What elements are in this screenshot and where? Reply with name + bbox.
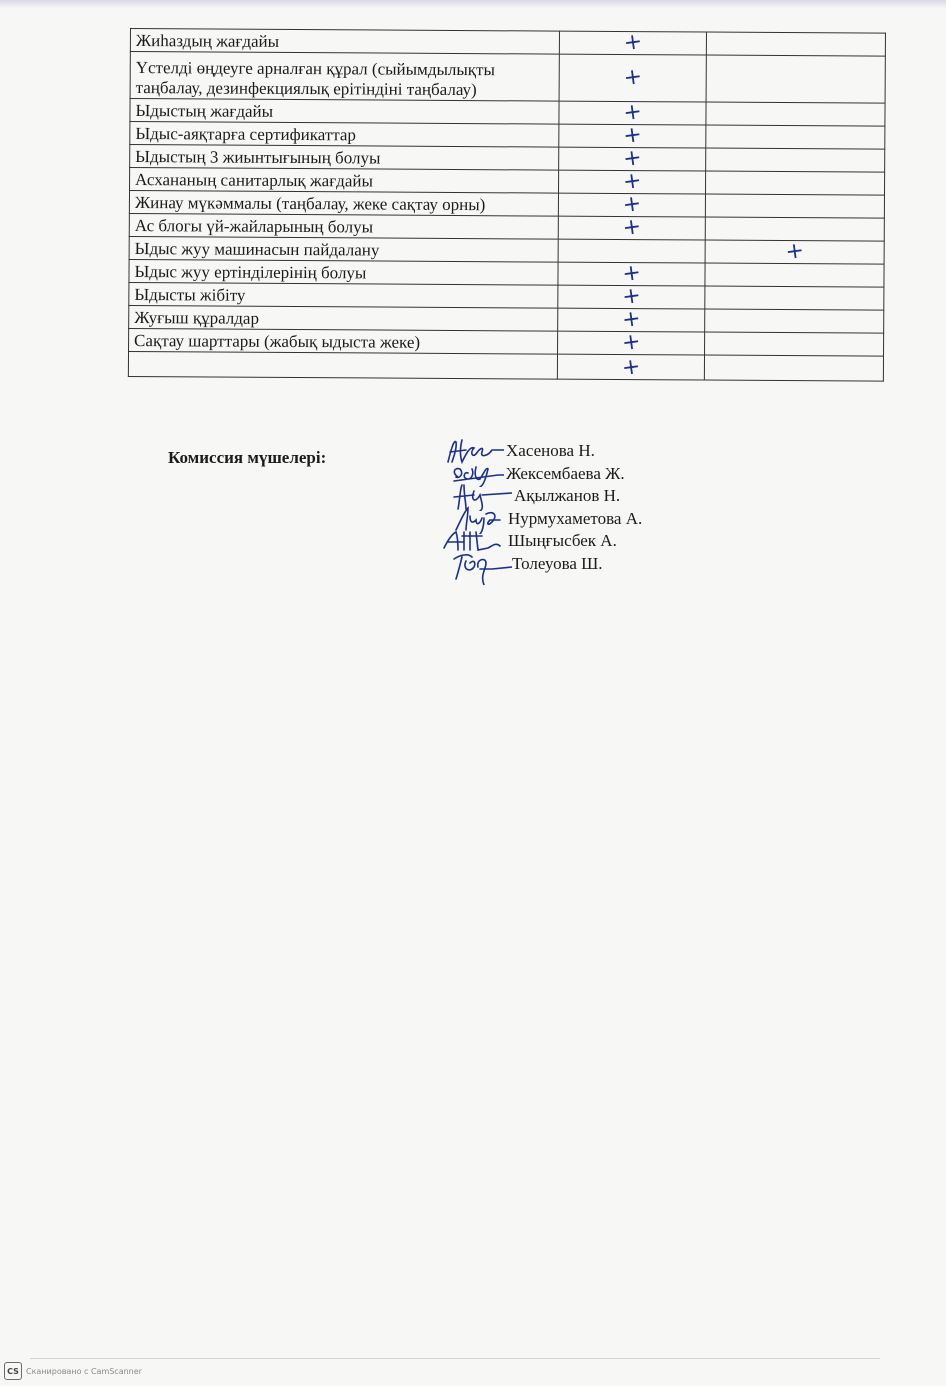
- no-cell: [705, 171, 884, 195]
- handwritten-plus-mark: +: [621, 98, 644, 127]
- handwritten-plus-mark: +: [620, 282, 643, 311]
- no-cell: [706, 125, 885, 149]
- criterion-cell: Жинау мүкәммалы (таңбалау, жеке сақтау орны): [129, 191, 558, 217]
- yes-cell: [558, 328, 705, 357]
- signature-icon: [440, 549, 512, 585]
- criterion-cell: Үстелді өңдеуге арналған құрал (сыйымдылықты таңбалау, дезинфекциялық ерітіндіні таңбалау): [130, 52, 559, 102]
- commission-members-label: Комиссия мүшелері:: [168, 448, 327, 467]
- no-cell: [704, 355, 883, 381]
- criterion-cell: Жиһаздың жағдайы: [130, 29, 559, 55]
- table-row: [130, 52, 885, 104]
- handwritten-plus-mark: +: [620, 328, 642, 357]
- commission-members-list: [440, 440, 740, 575]
- handwritten-plus-mark: +: [783, 237, 806, 266]
- page-bottom-edge: [30, 1358, 880, 1359]
- member-name: Нурмухаметова А.: [508, 508, 643, 528]
- no-cell: [705, 286, 884, 310]
- yes-cell: [559, 121, 706, 150]
- handwritten-plus-mark: +: [620, 305, 642, 334]
- yes-cell: [558, 213, 705, 242]
- criterion-cell: Асхананың санитарлық жағдайы: [130, 168, 559, 194]
- criterion-cell: Ас блогы үй-жайларының болуы: [129, 213, 558, 239]
- member-entry: [440, 553, 740, 576]
- no-cell: [706, 102, 885, 126]
- yes-cell: [558, 167, 705, 196]
- criterion-cell: Ыдыстың жағдайы: [130, 99, 559, 125]
- no-cell: [705, 194, 884, 218]
- no-cell: [705, 263, 884, 287]
- no-cell: [705, 332, 884, 356]
- handwritten-plus-mark: +: [620, 259, 643, 288]
- member-name: Шыңғысбек А.: [508, 531, 617, 550]
- handwritten-plus-mark: +: [620, 353, 642, 382]
- scan-top-edge: [0, 0, 946, 8]
- member-name: Толеуова Ш.: [512, 553, 603, 573]
- yes-cell: [558, 282, 705, 311]
- member-name: Жексембаева Ж.: [506, 463, 625, 483]
- yes-cell: [559, 54, 706, 102]
- criterion-cell: Ыдыстың 3 жиынтығының болуы: [130, 145, 559, 171]
- yes-cell: [558, 259, 705, 288]
- no-cell: [705, 309, 884, 333]
- camscanner-logo-icon: CS: [4, 1362, 22, 1380]
- member-name: Хасенова Н.: [506, 441, 595, 460]
- inspection-checklist-table: [128, 28, 886, 382]
- yes-cell: [559, 144, 706, 173]
- criterion-cell: [128, 351, 557, 379]
- no-cell: [706, 32, 885, 56]
- member-name: Ақылжанов Н.: [514, 486, 621, 505]
- yes-cell: [559, 28, 706, 57]
- handwritten-plus-mark: +: [621, 63, 644, 91]
- scanner-watermark: [4, 1362, 142, 1380]
- handwritten-plus-mark: +: [621, 121, 644, 150]
- handwritten-plus-mark: +: [621, 144, 643, 173]
- criterion-cell: Ыдыс-аяқтарға сертификаттар: [130, 122, 559, 148]
- yes-cell: [558, 190, 705, 219]
- criterion-cell: Жуғыш құралдар: [129, 305, 558, 331]
- criterion-cell: Сақтау шарттары (жабық ыдыста жеке): [129, 328, 558, 354]
- handwritten-plus-mark: +: [620, 213, 643, 242]
- criterion-cell: Ыдыс жуу ертінділерінің болуы: [129, 259, 558, 285]
- yes-cell: [557, 354, 704, 380]
- criterion-cell: Ыдысты жібіту: [129, 282, 558, 308]
- no-cell: [705, 237, 884, 266]
- no-cell: [705, 217, 884, 241]
- yes-cell: [559, 98, 706, 127]
- handwritten-plus-mark: +: [622, 28, 644, 57]
- table-row: [128, 351, 883, 381]
- scanner-watermark-text: Сканировано с CamScanner: [26, 1366, 142, 1376]
- handwritten-plus-mark: +: [621, 190, 643, 219]
- no-cell: [706, 55, 885, 103]
- no-cell: [706, 148, 885, 172]
- handwritten-plus-mark: +: [621, 167, 643, 196]
- yes-cell: [558, 305, 705, 334]
- yes-cell: [558, 239, 705, 263]
- criterion-cell: Ыдыс жуу машинасын пайдалану: [129, 236, 558, 262]
